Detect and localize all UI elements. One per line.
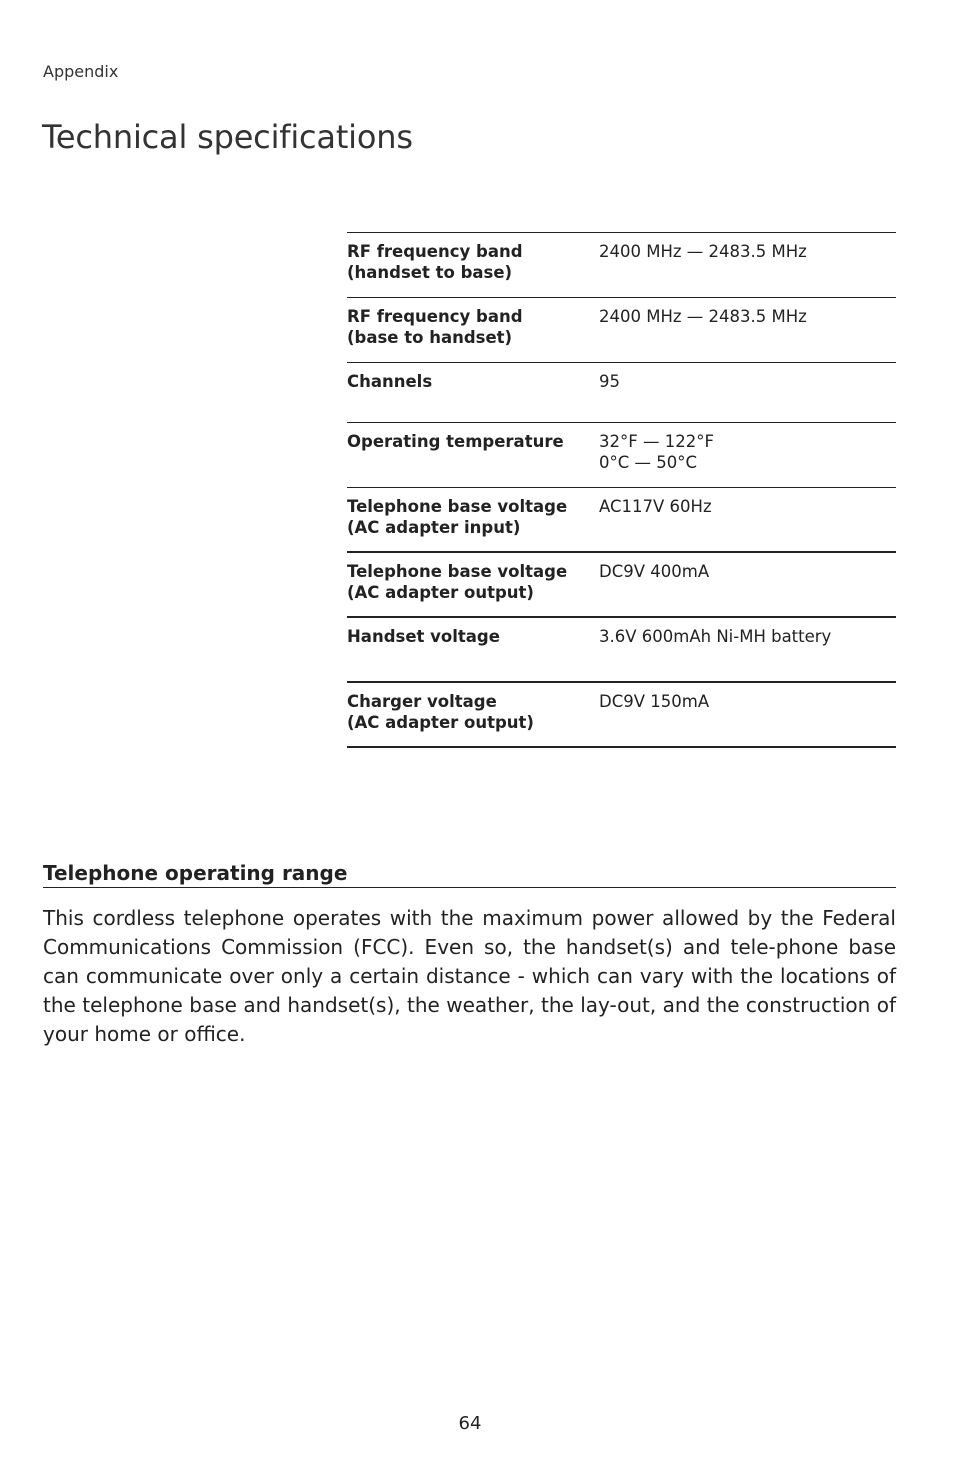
spec-label: Channels — [347, 372, 433, 391]
spec-row — [347, 363, 896, 423]
spec-row — [347, 488, 896, 553]
spec-label: Operating temperature — [347, 432, 564, 451]
spec-row — [347, 233, 896, 298]
spec-label: Telephone base voltage (AC adapter input) — [347, 497, 568, 537]
spec-label: Handset voltage — [347, 627, 500, 646]
page-number: 64 — [458, 1413, 482, 1434]
spec-row — [347, 618, 896, 683]
spec-row — [347, 553, 896, 618]
spec-row — [347, 298, 896, 363]
spec-value: AC117V 60Hz — [599, 497, 712, 516]
spec-value: DC9V 400mA — [599, 562, 710, 581]
range-body: This cordless telephone operates with the maximum power allowed by the Federal Communications Commission (FCC). Even so, the handset(s) and tele-phone base can communicate over only a certain distance - which can vary with the locations of the telephone base and handset(s), the weather, the lay-out, and the construction of your home or office. — [43, 906, 896, 1046]
spec-value: 3.6V 600mAh Ni-MH battery — [599, 627, 832, 646]
spec-label: RF frequency band (handset to base) — [347, 242, 523, 282]
spec-label: RF frequency band (base to handset) — [347, 307, 523, 347]
spec-value: 2400 MHz — 2483.5 MHz — [599, 242, 807, 261]
spec-value: 2400 MHz — 2483.5 MHz — [599, 307, 807, 326]
spec-label: Charger voltage (AC adapter output) — [347, 692, 534, 732]
range-heading: Telephone operating range — [43, 861, 896, 888]
spec-label: Telephone base voltage (AC adapter output) — [347, 562, 568, 602]
spec-value: 95 — [599, 372, 620, 391]
spec-table — [347, 232, 896, 748]
spec-row — [347, 683, 896, 748]
section-label: Appendix — [43, 62, 119, 81]
spec-value: DC9V 150mA — [599, 692, 710, 711]
spec-value: 32°F — 122°F 0°C — 50°C — [599, 432, 714, 472]
page-title: Technical specifications — [42, 118, 413, 156]
spec-row — [347, 423, 896, 488]
